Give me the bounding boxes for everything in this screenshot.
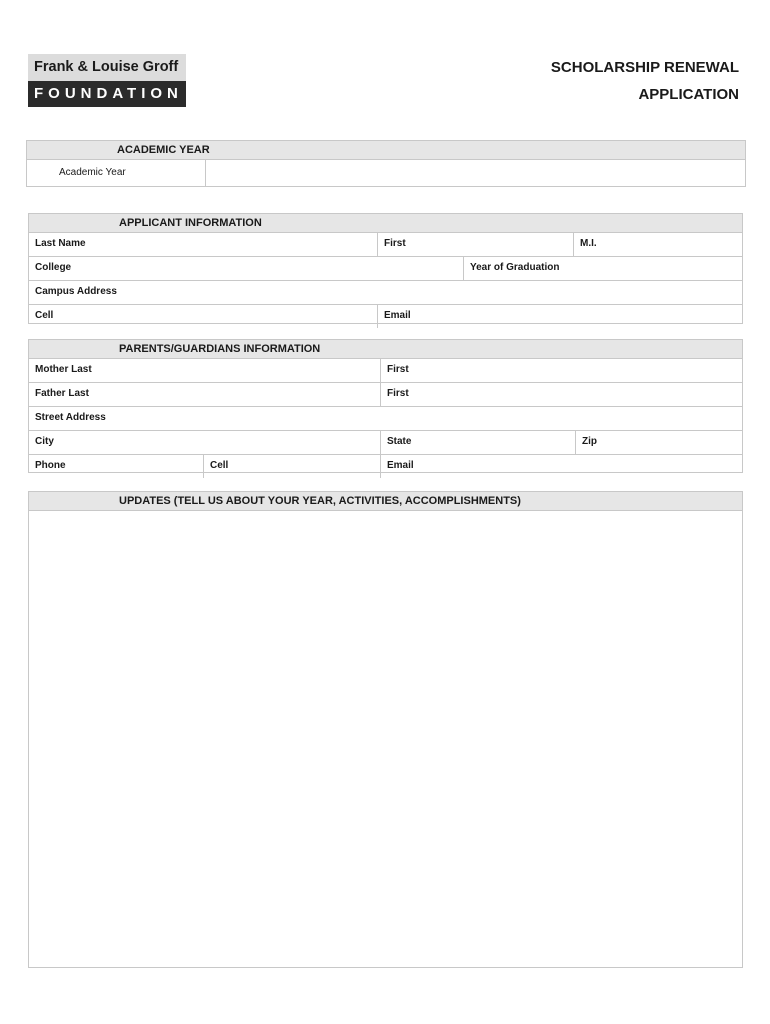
updates-text-area[interactable] xyxy=(29,511,742,967)
updates-header: UPDATES (TELL US ABOUT YOUR YEAR, ACTIVITIES, ACCOMPLISHMENTS) xyxy=(29,492,742,511)
applicant-cell-field[interactable]: Cell xyxy=(35,310,54,321)
document-title-line1: SCHOLARSHIP RENEWAL xyxy=(550,59,739,76)
academic-year-header: ACADEMIC YEAR xyxy=(27,141,745,160)
parents-guardians-section xyxy=(28,339,743,473)
updates-section xyxy=(28,491,743,968)
parent-email-field[interactable]: Email xyxy=(380,455,742,478)
first-name-field[interactable]: First xyxy=(377,233,573,256)
applicant-information-section xyxy=(28,213,743,324)
state-field[interactable]: State xyxy=(380,431,575,454)
document-title-line2: APPLICATION xyxy=(638,86,739,103)
zip-field[interactable]: Zip xyxy=(575,431,742,454)
year-of-graduation-field[interactable]: Year of Graduation xyxy=(463,257,742,280)
last-name-field[interactable]: Last Name xyxy=(35,238,86,249)
mother-last-field[interactable]: Mother Last xyxy=(35,364,92,375)
father-last-field[interactable]: Father Last xyxy=(35,388,89,399)
applicant-information-header: APPLICANT INFORMATION xyxy=(29,214,742,233)
academic-year-section xyxy=(26,140,746,187)
parent-cell-field[interactable]: Cell xyxy=(203,455,380,478)
academic-year-field[interactable] xyxy=(205,160,745,187)
foundation-logo-wordmark: FOUNDATION xyxy=(28,81,186,107)
mother-first-field[interactable]: First xyxy=(380,359,742,382)
parents-guardians-header: PARENTS/GUARDIANS INFORMATION xyxy=(29,340,742,359)
street-address-field[interactable]: Street Address xyxy=(35,412,106,423)
applicant-email-field[interactable]: Email xyxy=(377,305,742,328)
foundation-logo-name: Frank & Louise Groff xyxy=(28,54,186,81)
middle-initial-field[interactable]: M.I. xyxy=(573,233,742,256)
college-field[interactable]: College xyxy=(35,262,72,273)
parent-phone-field[interactable]: Phone xyxy=(35,460,66,471)
father-first-field[interactable]: First xyxy=(380,383,742,406)
campus-address-field[interactable]: Campus Address xyxy=(35,286,117,297)
academic-year-label: Academic Year xyxy=(59,167,126,178)
city-field[interactable]: City xyxy=(35,436,54,447)
